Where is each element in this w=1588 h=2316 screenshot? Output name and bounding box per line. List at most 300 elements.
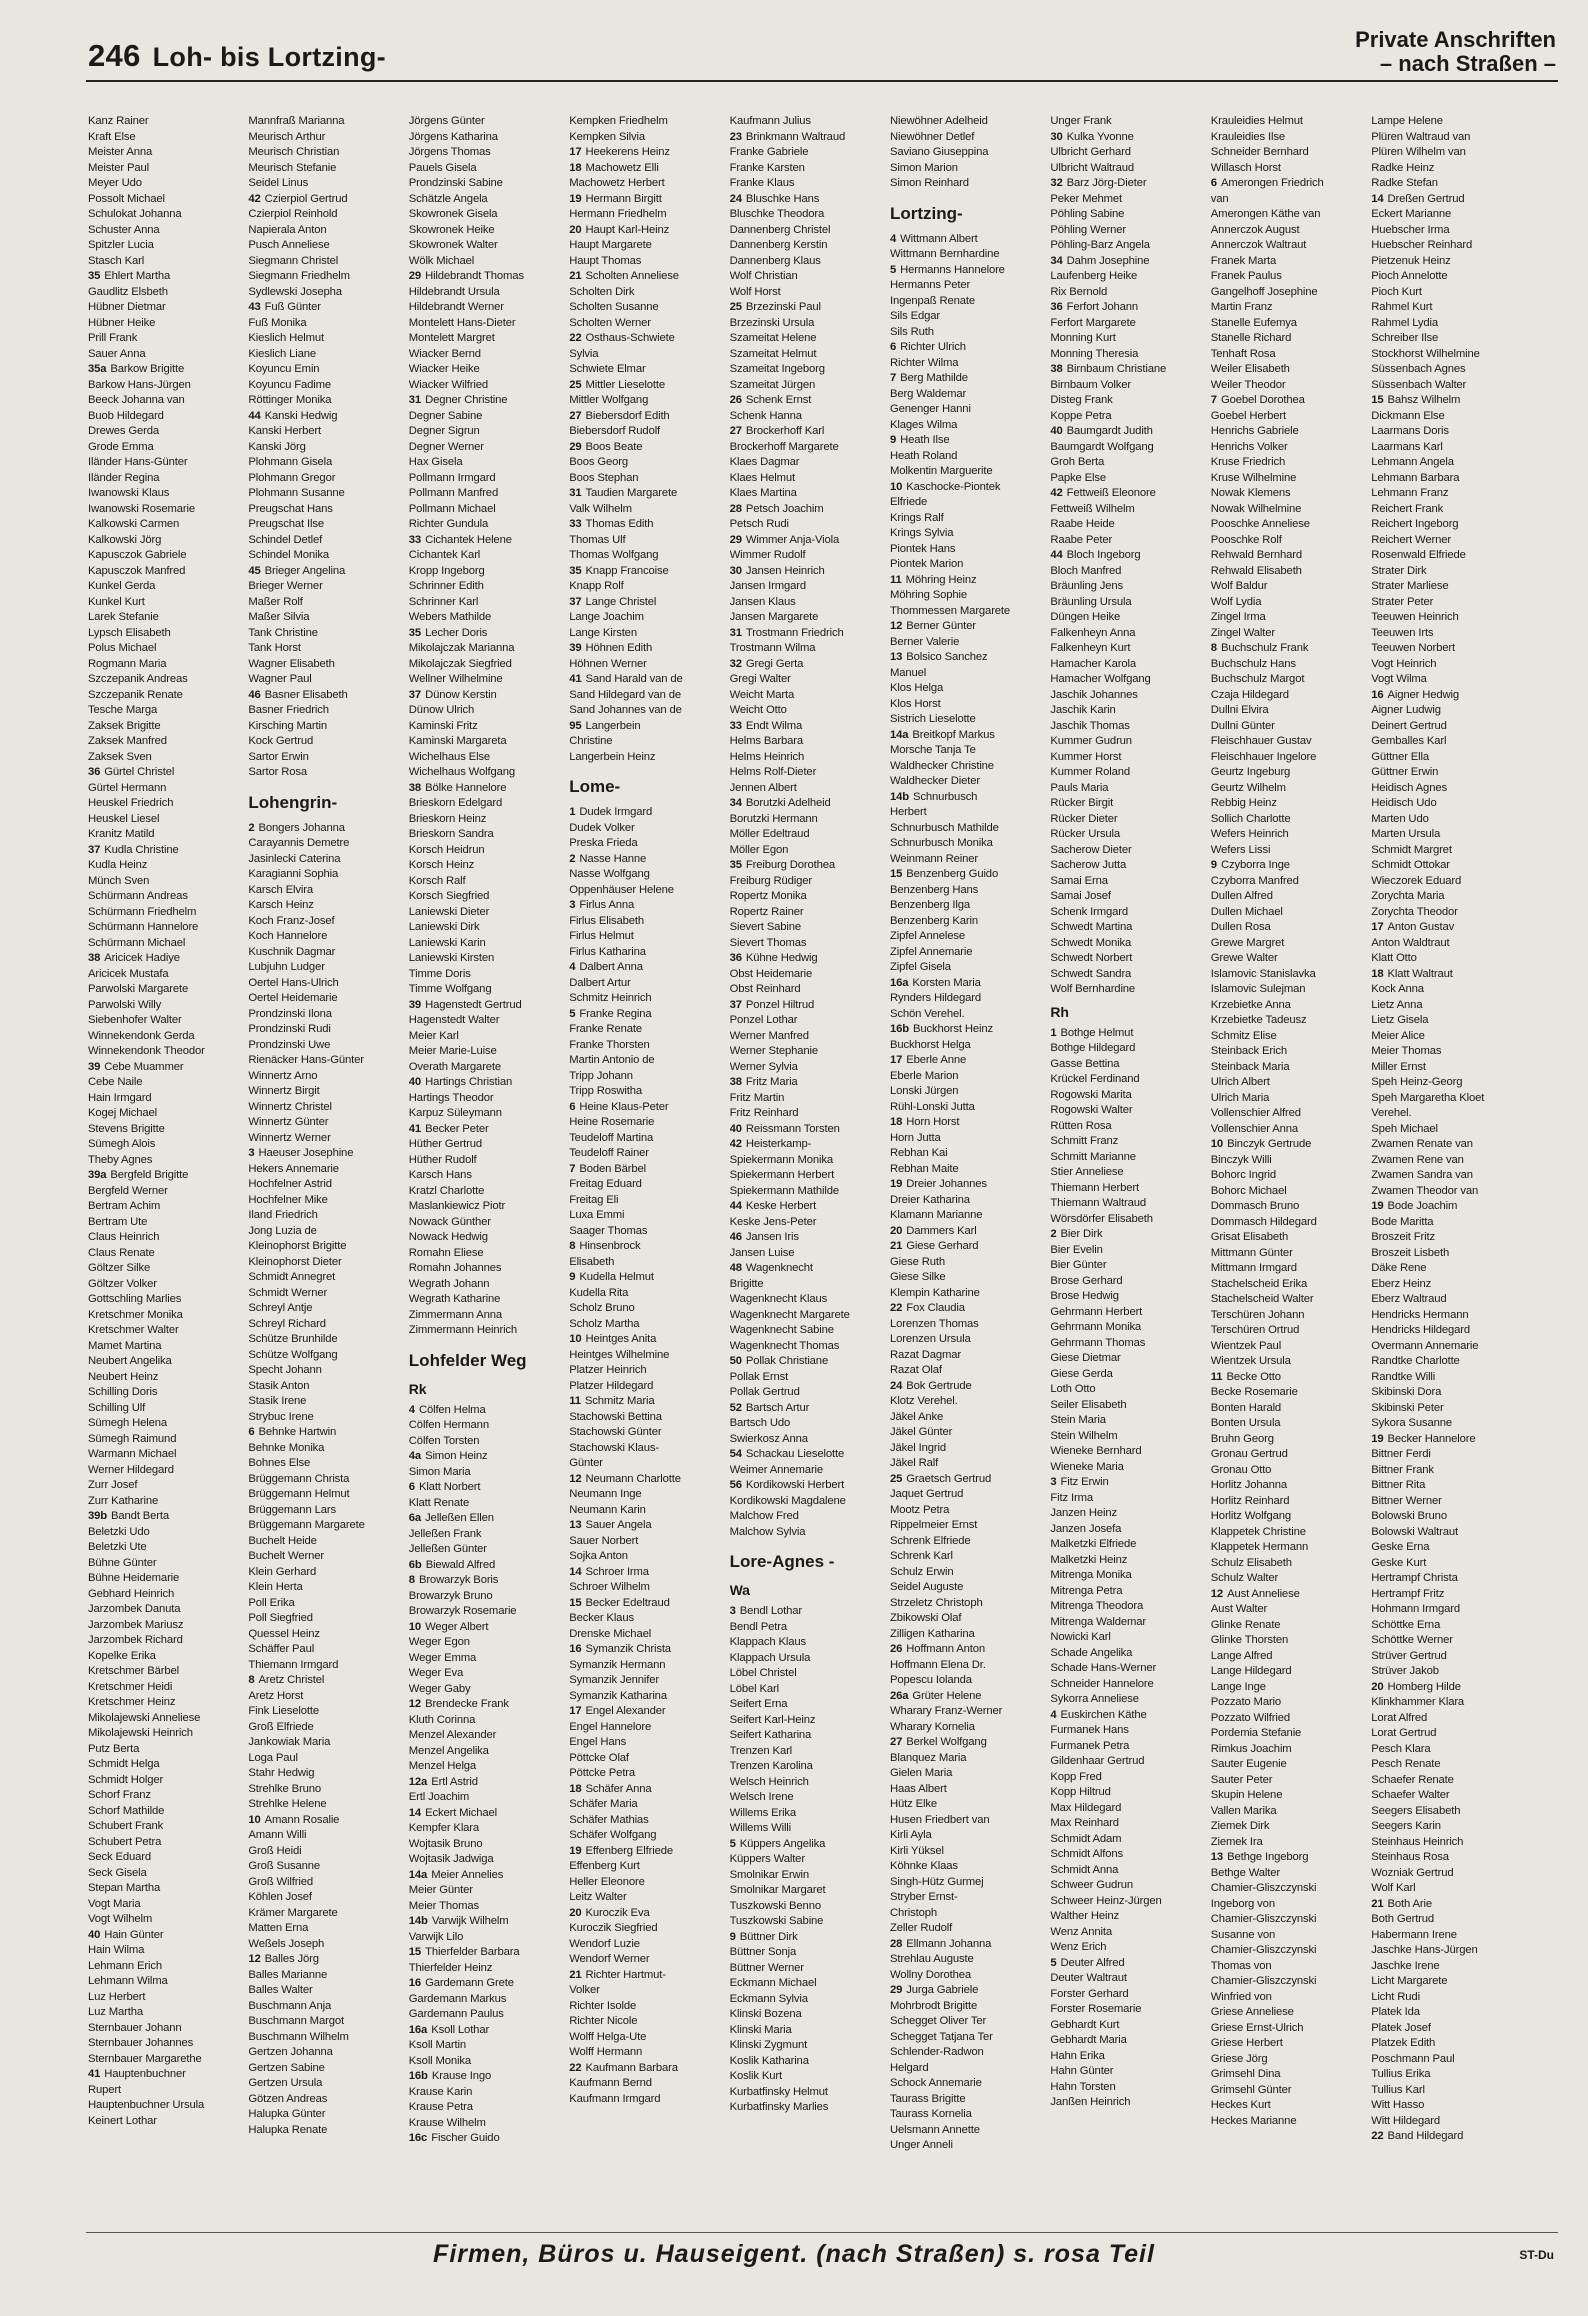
resident-name: Thiemann Irmgard [248,1658,339,1671]
directory-entry [1050,1522,1192,1538]
resident-name: Horn Jutta [890,1131,941,1144]
directory-entry [1050,1537,1192,1553]
resident-name: Schilling Doris [88,1386,158,1398]
resident-name: Nowack Hedwig [408,1231,488,1243]
resident-name: Laniewski Karin [408,936,486,949]
directory-entry [409,1759,551,1775]
directory-entry [409,316,551,332]
resident-name: Gehrmann Herbert [1050,1305,1143,1318]
resident-name: Wittmann Bernhardine [890,248,1000,260]
directory-entry [409,610,551,626]
resident-name: Günter [569,1457,603,1469]
resident-name: Lampe Helene [1371,115,1443,127]
resident-name: Sacherow Jutta [1050,859,1127,871]
resident-name: Zwamen Sandra van [1371,1169,1473,1181]
resident-name: Malchow Fred [729,1510,799,1522]
resident-name: Laarmans Doris [1371,425,1449,437]
directory-entry [88,316,230,332]
house-number: 16 [1371,688,1384,701]
page-header-left [88,38,386,74]
directory-entry [730,161,872,177]
resident-name: Thomas von [1210,1959,1272,1972]
directory-entry [1050,1196,1192,1212]
directory-entry [890,712,1032,728]
resident-name: Hamacher Wolfgang [1050,673,1151,685]
resident-name: Trenzen Karolina [729,1760,813,1772]
resident-name: Verehel. [1371,1107,1412,1119]
resident-name: Schöttke Erna [1371,1618,1441,1631]
directory-entry [890,836,1032,852]
resident-name: Schubert Petra [88,1835,162,1848]
resident-name: Ropertz Rainer [729,905,804,918]
resident-name: Götzen Andreas [248,2092,328,2105]
resident-name: Pöhling Werner [1050,223,1126,236]
resident-name: Gildenhaar Gertrud [1050,1755,1145,1767]
resident-name: Schulz Elisabeth [1210,1556,1292,1569]
resident-name: Grüter Helene [912,1689,982,1702]
directory-entry [409,1496,551,1512]
directory-entry [1050,347,1192,363]
resident-name: Plüren Waltraud van [1371,130,1471,143]
directory-entry [890,232,1032,248]
directory-entry [890,1239,1032,1255]
resident-name: Pauls Maria [1050,781,1109,794]
directory-entry [890,1084,1032,1100]
directory-entry [730,378,872,394]
directory-entry [1211,1215,1353,1231]
resident-name: Beletzki Ute [88,1541,147,1553]
directory-entry [1211,1928,1353,1944]
resident-name: Sand Harald van de [585,673,683,685]
resident-name: Brose Hedwig [1050,1290,1119,1302]
resident-name: Engel Alexander [585,1705,666,1717]
directory-entry [248,1859,390,1875]
directory-entry [248,269,390,285]
resident-name: Kleinophorst Dieter [248,1255,342,1268]
directory-entry [88,719,230,735]
resident-name: Wolff Hermann [569,2046,643,2058]
resident-name: Scholten Anneliese [585,270,679,282]
directory-entry [730,1308,872,1324]
house-number: 35 [88,270,101,282]
district-code: Rh [1050,1003,1069,1020]
resident-name: Bongers Johanna [258,821,345,834]
house-number: 4 [569,961,576,973]
resident-name: Aricicek Hadiye [104,952,180,964]
house-number: 22 [890,1302,903,1314]
resident-name: Barkow Brigitte [110,363,185,375]
directory-entry [1371,1804,1513,1820]
directory-entry [88,2098,230,2114]
resident-name: Beletzki Udo [88,1525,150,1538]
resident-name: Prill Frank [88,332,138,344]
directory-entry [1371,316,1513,332]
directory-entry [88,2021,230,2037]
directory-entry [409,393,551,409]
resident-name: Heidisch Udo [1371,797,1437,809]
resident-name: Schrenk Karl [890,1550,953,1562]
directory-entry [890,619,1032,635]
resident-name: Pietzenuk Heinz [1371,254,1451,267]
directory-entry [730,1029,872,1045]
directory-entry [730,595,872,611]
directory-entry [569,883,711,899]
house-number: 17 [890,1054,903,1066]
directory-entry [569,1580,711,1596]
directory-entry [730,1060,872,1076]
resident-name: Krings Ralf [890,511,944,524]
resident-name: Heisterkamp- [745,1138,812,1150]
resident-name: Klamann Marianne [890,1209,983,1221]
directory-entry [569,440,711,456]
house-number: 38 [1050,363,1063,375]
resident-name: Schneider Hannelore [1050,1677,1154,1690]
directory-entry [1211,765,1353,781]
directory-entry [88,827,230,843]
directory-entry [1211,1757,1353,1773]
resident-name: Schürmann Friedhelm [88,905,197,918]
resident-name: Schwedt Norbert [1050,952,1133,964]
directory-entry [569,548,711,564]
directory-entry [88,765,230,781]
directory-entry [1050,331,1192,347]
directory-entry [88,409,230,425]
resident-name: Boos Georg [569,456,628,468]
resident-name: Henrichs Gabriele [1210,425,1299,437]
resident-name: Ksoll Monika [408,2054,472,2067]
directory-entry [409,641,551,657]
resident-name: Kulka Yvonne [1066,130,1134,143]
resident-name: Parwolski Margarete [88,983,189,995]
directory-entry [248,440,390,456]
resident-name: Wendorf Werner [569,1953,650,1965]
resident-name: Röttinger Monika [248,394,332,406]
directory-entry [730,455,872,471]
directory-entry [730,1277,872,1293]
house-number: 12 [248,1953,261,1965]
resident-name: Wieneke Maria [1050,1460,1124,1473]
house-number: 10 [408,1620,422,1633]
resident-name: Dullen Alfred [1210,890,1273,902]
directory-entry [569,192,711,208]
directory-entry [890,2030,1032,2046]
directory-entry [409,858,551,874]
resident-name: Dickmann Else [1371,409,1445,422]
resident-name: Jäkel Ralf [890,1457,939,1469]
resident-name: Schmidt Ottokar [1371,859,1450,871]
directory-entry [1211,1556,1353,1572]
directory-entry [248,2061,390,2077]
resident-name: Wörsdörfer Elisabeth [1050,1212,1153,1225]
directory-entry [569,1906,711,1922]
directory-entry [1371,998,1513,1014]
directory-entry [409,269,551,285]
resident-name: Hekers Annemarie [248,1162,339,1175]
directory-entry [1050,1940,1192,1956]
resident-name: Heidisch Agnes [1371,781,1447,794]
directory-entry [1050,1165,1192,1181]
directory-entry [1371,161,1513,177]
resident-name: Jansen Margarete [729,611,819,623]
directory-entry [1211,254,1353,270]
resident-name: Hüther Rudolf [408,1153,477,1166]
directory-entry [88,1959,230,1975]
directory-entry [88,1246,230,1262]
resident-name: Güttner Erwin [1371,766,1439,778]
directory-entry [1050,1429,1192,1445]
resident-name: Rynders Hildegard [890,992,982,1004]
directory-entry [1371,1277,1513,1293]
house-number: 38 [88,952,101,964]
directory-entry [248,1069,390,1085]
house-number: 11 [569,1395,581,1407]
resident-name: Koch Franz-Josef [248,914,335,927]
directory-entry [248,703,390,719]
directory-entry [730,1713,872,1729]
resident-name: Rehwald Bernhard [1210,549,1302,561]
resident-name: Biewald Alfred [425,1558,496,1571]
resident-name: Meister Anna [88,146,153,158]
resident-name: Wendorf Luzie [569,1937,640,1950]
house-number: 18 [569,1782,582,1795]
resident-name: Oertel Hans-Ulrich [248,976,339,989]
resident-name: Gronau Gertrud [1210,1448,1288,1460]
resident-name: Monning Kurt [1050,332,1116,344]
directory-entry [890,1565,1032,1581]
directory-entry [1211,750,1353,766]
resident-name: Jörgens Thomas [408,146,491,158]
directory-entry [88,300,230,316]
house-number: 52 [729,1401,742,1414]
house-number: 9 [1210,859,1217,871]
directory-entry [409,409,551,425]
directory-entry [88,207,230,223]
resident-name: Marten Ursula [1371,828,1441,840]
house-number: 31 [569,487,582,499]
house-number: 22 [569,332,582,344]
resident-name: Grewe Walter [1210,952,1278,964]
resident-name: Heath Ilse [900,434,950,446]
resident-name: Schlender-Radwon [890,2046,984,2058]
resident-name: Fischer Guido [431,2132,500,2144]
directory-entry [409,1775,551,1791]
resident-name: Ulrich Albert [1210,1076,1270,1088]
directory-entry [569,1084,711,1100]
resident-name: Krause Karin [408,2085,473,2098]
resident-name: Schade Angelika [1050,1646,1133,1659]
directory-entry [569,1797,711,1813]
resident-name: Teeuwen Irts [1371,626,1434,639]
resident-name: Stachowski Günter [569,1426,662,1438]
resident-name: Drenske Michael [569,1627,652,1640]
resident-name: Buchschulz Frank [1220,642,1309,654]
directory-entry [409,1945,551,1961]
resident-name: Lonski Jürgen [890,1085,959,1097]
resident-name: Zaksek Brigitte [88,719,161,732]
directory-entry [248,1937,390,1953]
resident-name: Overath Margarete [408,1060,502,1073]
resident-name: Hagenstedt Walter [408,1014,500,1026]
resident-name: Aigner Ludwig [1371,704,1441,716]
resident-name: Dannenberg Klaus [729,254,821,267]
directory-entry [730,502,872,518]
resident-name: Borutzki Hermann [729,812,818,825]
resident-name: Wichelhaus Wolfgang [408,766,515,778]
resident-name: Wiacker Wilfried [408,378,488,391]
resident-name: Wharary Franz-Werner [890,1705,1003,1717]
resident-name: Schmidt Margret [1371,843,1452,856]
directory-entry [890,1642,1032,1658]
directory-entry [1211,1370,1353,1386]
directory-entry [409,1697,551,1713]
resident-name: Mitrenga Petra [1050,1584,1123,1597]
resident-name: Furmanek Petra [1050,1739,1130,1752]
directory-entry [1050,750,1192,766]
directory-entry [730,1199,872,1215]
resident-name: Freitag Eli [569,1193,619,1206]
house-number: 16b [890,1023,910,1035]
resident-name: Krämer Margarete [248,1906,338,1919]
resident-name: Luz Herbert [88,1990,146,2003]
directory-entry [248,424,390,440]
resident-name: Seifert Erna [729,1698,788,1710]
directory-entry [248,1999,390,2015]
directory-entry [1050,967,1192,983]
resident-name: Lubjuhn Ludger [248,961,325,973]
directory-entry [88,1540,230,1556]
directory-entry [569,1627,711,1643]
resident-name: Glinke Renate [1210,1618,1281,1631]
resident-name: Claus Renate [88,1246,155,1259]
resident-name: Sils Ruth [890,325,934,338]
resident-name: Bethge Ingeborg [1227,1851,1309,1863]
resident-name: Bartsch Artur [745,1401,810,1414]
directory-entry [730,1401,872,1417]
directory-entry [1050,285,1192,301]
directory-entry [890,1394,1032,1410]
resident-name: Tullius Karl [1371,2083,1425,2096]
resident-name: Menzel Alexander [408,1729,497,1741]
directory-entry [88,1261,230,1277]
directory-entry [890,728,1032,744]
resident-name: Schmidt Holger [88,1773,164,1786]
resident-name: Czierpiol Gertrud [264,192,348,205]
directory-entry [730,1168,872,1184]
directory-entry [1371,951,1513,967]
directory-entry [569,1782,711,1798]
directory-entry [248,1658,390,1674]
directory-entry [248,2045,390,2061]
resident-name: Peker Mehmet [1050,192,1123,205]
directory-entry [88,548,230,564]
resident-name: Ropertz Monika [729,890,807,902]
directory-entry [569,1735,711,1751]
resident-name: Lorenzen Ursula [890,1333,971,1345]
directory-entry [1211,2005,1353,2021]
directory-entry [1050,610,1192,626]
resident-name: Dullni Günter [1210,719,1275,732]
resident-name: Jörgens Katharina [408,130,498,143]
resident-name: Monning Theresia [1050,347,1139,360]
resident-name: Wefers Heinrich [1210,828,1289,840]
directory-entry [1050,1413,1192,1429]
directory-entry [1211,1246,1353,1262]
directory-entry [409,1029,551,1045]
directory-entry [890,960,1032,976]
resident-name: Scholz Bruno [569,1302,635,1314]
resident-name: Polus Michael [88,642,157,654]
directory-entry [890,1782,1032,1798]
directory-entry [88,1649,230,1665]
directory-entry [730,254,872,270]
directory-entry [409,672,551,688]
resident-name: Köhlen Josef [248,1891,312,1903]
resident-name: Jaschke Irene [1371,1959,1440,1972]
directory-entry [1371,1602,1513,1618]
directory-entry [409,2131,551,2147]
resident-name: Zimmermann Heinrich [408,1324,518,1336]
resident-name: Zurr Katharine [88,1494,159,1507]
directory-entry [88,936,230,952]
house-number: 26a [890,1689,909,1702]
directory-entry [1211,1509,1353,1525]
directory-entry [890,356,1032,372]
house-number: 95 [569,719,582,732]
resident-name: Lange Christel [585,595,657,608]
resident-name: Geurtz Wilhelm [1210,781,1286,794]
resident-name: Kropp Ingeborg [408,564,485,577]
resident-name: Sand Hildegard van de [569,688,681,701]
directory-entry [1371,889,1513,905]
directory-entry [890,1983,1032,1999]
directory-entry [248,161,390,177]
resident-name: Dünow Kerstin [425,688,497,701]
directory-entry [1371,1416,1513,1432]
resident-name: Barz Jörg-Dieter [1066,177,1147,189]
directory-entry [730,362,872,378]
resident-name: Maslankiewicz Piotr [408,1200,506,1212]
directory-entry [569,719,711,735]
resident-name: Wagenknecht Thomas [729,1339,840,1352]
directory-entry [890,1348,1032,1364]
directory-entry [409,936,551,952]
directory-entry [88,192,230,208]
resident-name: Rosenwald Elfriede [1371,549,1466,561]
resident-name: Reichert Ingeborg [1371,518,1459,530]
house-number: 39 [569,642,582,654]
directory-entry [1211,1447,1353,1463]
resident-name: Bonten Harald [1210,1401,1282,1414]
directory-entry [88,1323,230,1339]
resident-name: Aigner Hedwig [1387,688,1459,701]
house-number: 2 [1050,1228,1057,1240]
directory-entry [890,759,1032,775]
resident-name: Kanski Jörg [248,440,306,453]
directory-entry [890,898,1032,914]
resident-name: Kopp Fred [1050,1770,1102,1783]
resident-name: Stachelscheid Erika [1210,1277,1308,1290]
resident-name: Keinert Lothar [88,2114,157,2127]
resident-name: Barkow Hans-Jürgen [88,378,191,391]
house-number: 14b [408,1915,428,1927]
directory-entry [1050,765,1192,781]
resident-name: Wozniak Gertrud [1371,1866,1454,1879]
directory-entry [409,285,551,301]
directory-entry [409,1246,551,1262]
resident-name: Plüren Wilhelm van [1371,146,1466,158]
resident-name: Hildebrandt Thomas [425,270,524,282]
resident-name: Korsch Heinz [408,859,475,871]
